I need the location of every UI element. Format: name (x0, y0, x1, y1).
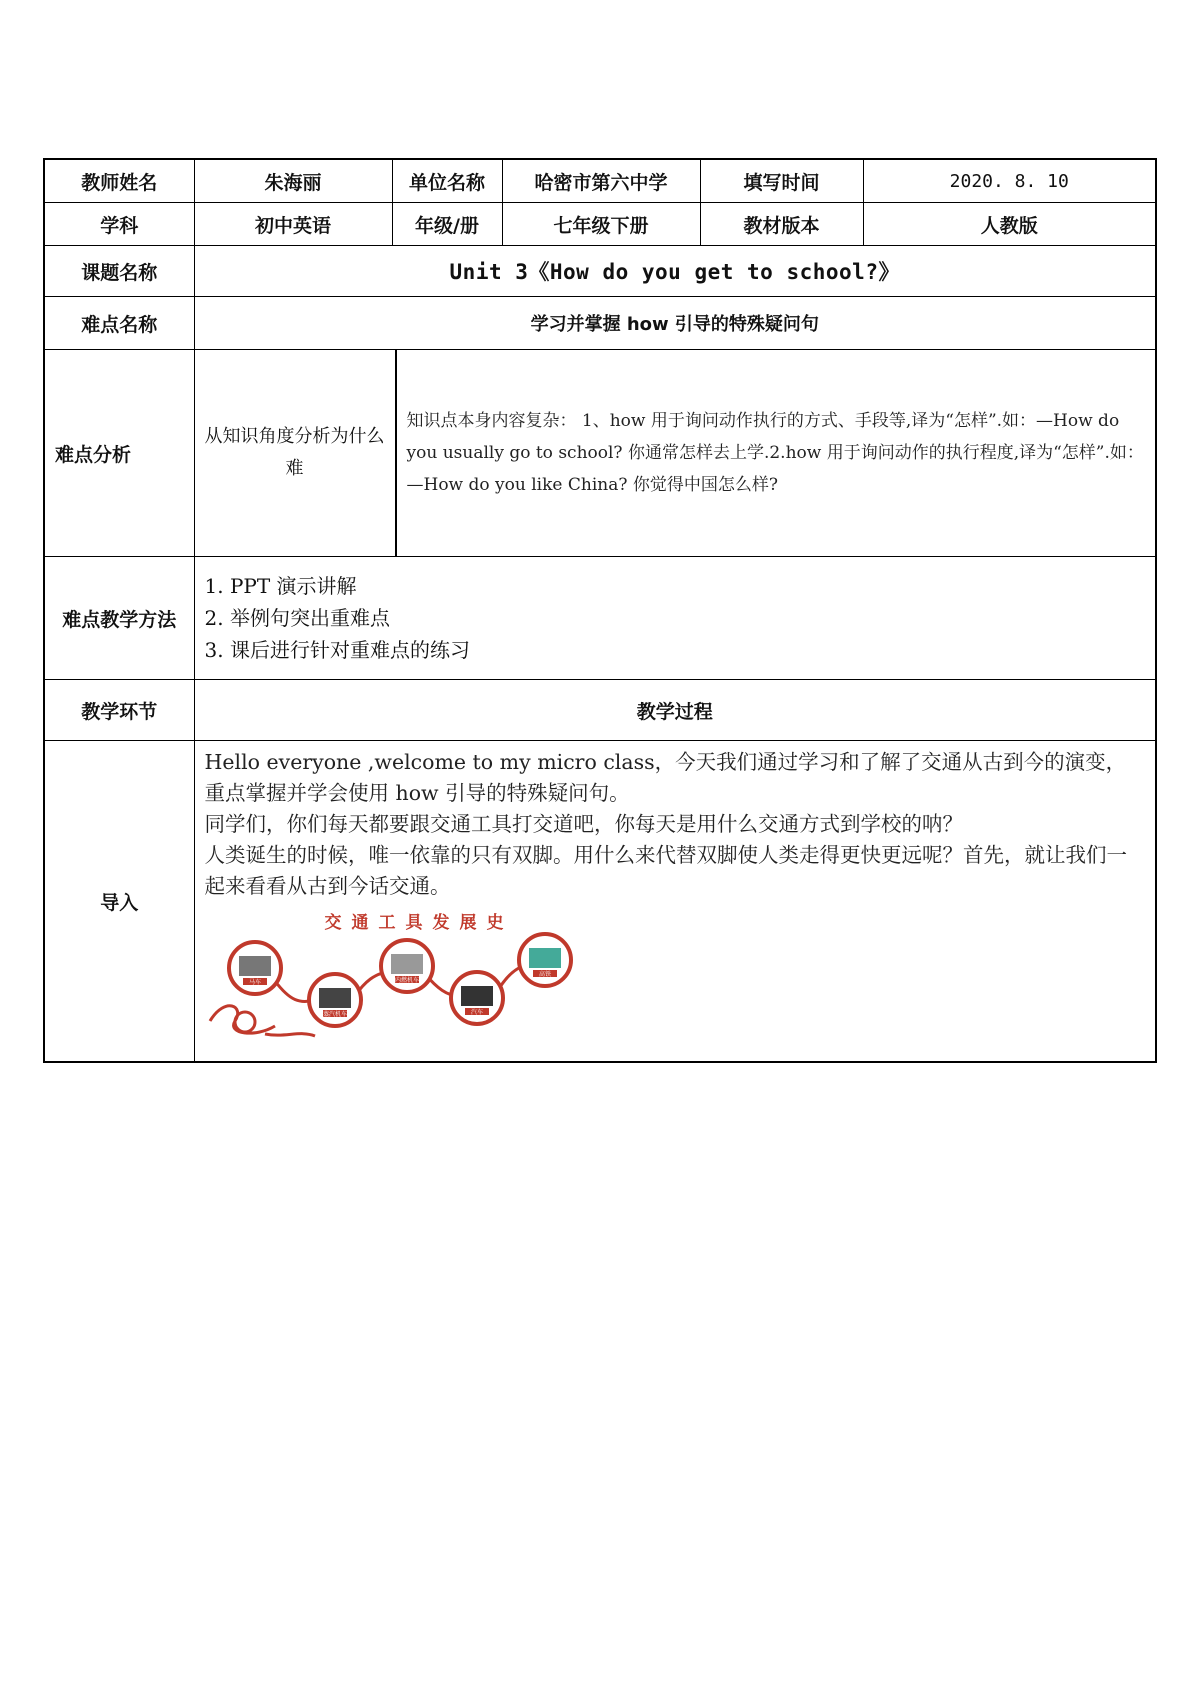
node-label: 汽车 (470, 1009, 483, 1016)
node-label: 马车 (248, 979, 261, 986)
difficulty-name: 学习并掌握 how 引导的特殊疑问句 (194, 297, 1156, 350)
fill-time: 2020. 8. 10 (863, 159, 1156, 203)
analysis-sub-cell (195, 350, 397, 556)
intro-text (205, 747, 1146, 902)
topic-title: Unit 3《How do you get to school?》 (194, 246, 1156, 297)
unit-name: 哈密市第六中学 (502, 159, 700, 203)
intro-paragraph: 人类诞生的时候，唯一依靠的只有双脚。用什么来代替双脚使人类走得更快更远呢？首先，就让我们一起来看看从古到今话交通。 (204, 843, 1127, 898)
teacher-name: 朱海丽 (194, 159, 392, 203)
grade-value: 七年级下册 (502, 203, 700, 246)
node-label: 蒸汽机车 (322, 1011, 347, 1018)
difficulty-label: 难点名称 (44, 297, 194, 350)
method-label: 难点教学方法 (44, 557, 194, 680)
subject-label: 学科 (44, 203, 194, 246)
process-label: 教学过程 (194, 680, 1156, 741)
method-cell (194, 557, 1156, 680)
topic-row (44, 246, 1156, 297)
intro-label: 导入 (44, 741, 194, 1063)
timeline-node (451, 972, 503, 1024)
process-header-row (44, 680, 1156, 741)
transport-history-figure (205, 908, 585, 1048)
analysis-sub-label: 从知识角度分析为什么难 (204, 426, 385, 479)
fill-time-label: 填写时间 (700, 159, 863, 203)
unit-label: 单位名称 (392, 159, 502, 203)
edition-value: 人教版 (863, 203, 1156, 246)
figure-title: 交通工具发展史 (324, 913, 514, 933)
transport-timeline-graphic (205, 926, 585, 1046)
method-item: 2. 举例句突出重难点 (204, 606, 390, 630)
analysis-cell (194, 350, 1156, 557)
timeline-node (309, 974, 361, 1026)
topic-label: 课题名称 (44, 246, 194, 297)
difficulty-row (44, 297, 1156, 350)
timeline-node (519, 934, 571, 986)
grade-label: 年级/册 (392, 203, 502, 246)
analysis-row (44, 350, 1156, 557)
info-row-1 (44, 159, 1156, 203)
teacher-label: 教师姓名 (44, 159, 194, 203)
intro-paragraph: Hello everyone ,welcome to my micro class，今天我们通过学习和了解了交通从古到今的演变，重点掌握并学会使用 how 引导的特殊疑问句。 (204, 750, 1127, 805)
analysis-label: 难点分析 (44, 350, 194, 557)
step-label: 教学环节 (44, 680, 194, 741)
info-row-2 (44, 203, 1156, 246)
method-row (44, 557, 1156, 680)
edition-label: 教材版本 (700, 203, 863, 246)
intro-paragraph: 同学们，你们每天都要跟交通工具打交道吧，你每天是用什么交通方式到学校的呐？ (204, 812, 963, 836)
node-label: 高铁 (538, 971, 551, 978)
timeline-node (381, 940, 433, 992)
analysis-content (397, 350, 1156, 556)
node-label: 内燃机车 (394, 977, 419, 984)
method-item: 1. PPT 演示讲解 (204, 574, 357, 598)
analysis-content-text: 知识点本身内容复杂： 1、how 用于询问动作执行的方式、手段等,译为“怎样”.如：—How do you usually go to school? 你通常怎样去上学.2.how 用于询问动作的执行程度,译为“怎样”.如：—How do you like China? 你觉得中国怎么样? (406, 411, 1144, 495)
lesson-plan-table (43, 158, 1157, 1063)
subject-value: 初中英语 (194, 203, 392, 246)
intro-cell (194, 741, 1156, 1063)
method-item: 3. 课后进行针对重难点的练习 (204, 638, 470, 662)
timeline-node (229, 942, 281, 994)
decorative-swirl-icon (210, 1006, 315, 1036)
intro-row (44, 741, 1156, 1063)
method-list (195, 570, 1156, 666)
